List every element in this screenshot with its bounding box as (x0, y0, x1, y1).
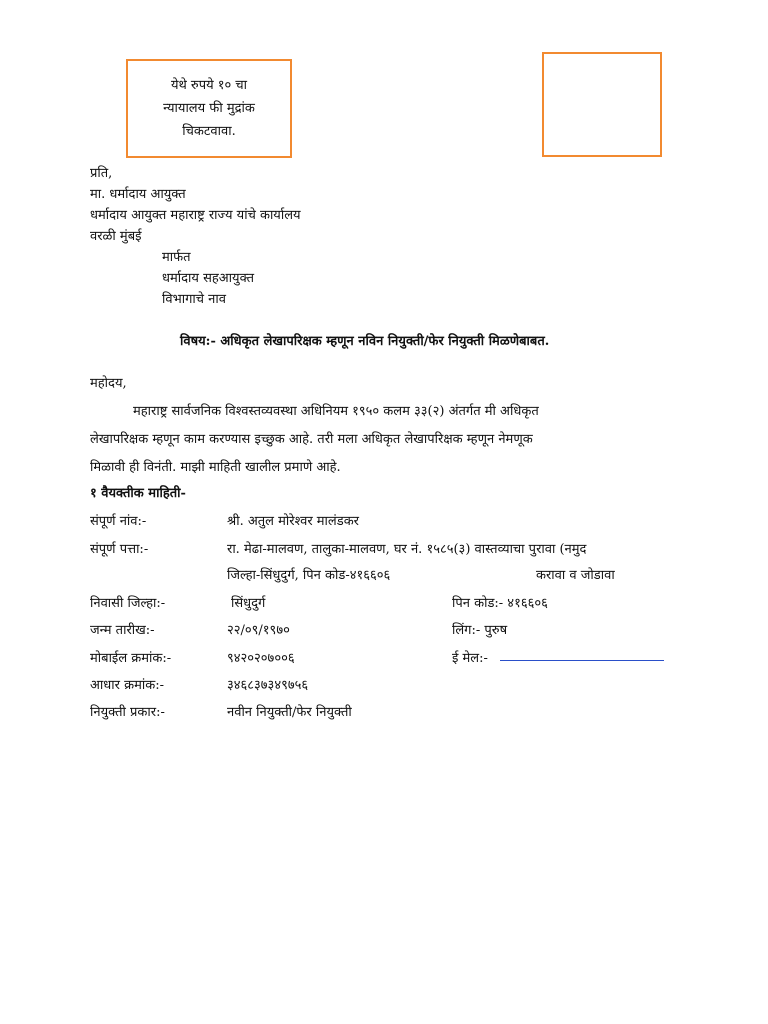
email-blank-line (500, 660, 664, 661)
paragraph-line-3: मिळावी ही विनंती. माझी माहिती खालील प्रमाणे आहे. (90, 460, 341, 475)
stamp-box-line-3: चिकटवावा. (182, 124, 236, 139)
address-label: संपूर्ण पत्ता:- (90, 542, 149, 557)
via-line-3: विभागाचे नाव (162, 292, 226, 307)
via-line-1: मार्फत (162, 250, 191, 265)
appointment-type-value: नवीन नियुक्ती/फेर नियुक्ती (227, 705, 352, 720)
stamp-box-line-1: येथे रुपये १० चा (170, 78, 248, 93)
address-line-2: धर्मादाय आयुक्त महाराष्ट्र राज्य यांचे कार्यालय (90, 208, 301, 223)
dob-label: जन्म तारीख:- (90, 623, 155, 638)
paragraph-line-2: लेखापरिक्षक म्हणून काम करण्यास इच्छुक आहे. तरी मला अधिकृत लेखापरिक्षक म्हणून नेमणूक (90, 432, 533, 447)
dob-value: २२/०९/१९७० (227, 623, 290, 638)
mobile-value: ९४२०२०७००६ (227, 651, 295, 666)
address-value-1: रा. मेढा-मालवण, तालुका-मालवण, घर नं. १५८५(३) वास्तव्याचा पुरावा (नमुद (227, 542, 587, 557)
email-label: ई मेल:- (452, 651, 488, 666)
address-line-3: वरळी मुंबई (90, 229, 142, 244)
mobile-label: मोबाईल क्रमांक:- (90, 651, 172, 666)
address-prati: प्रति, (90, 166, 113, 181)
address-value-2: जिल्हा-सिंधुदुर्ग, पिन कोड-४१६६०६ (227, 568, 391, 583)
salutation: महोदय, (90, 376, 127, 391)
district-label: निवासी जिल्हा:- (90, 596, 166, 611)
paragraph-line-1: महाराष्ट्र सार्वजनिक विश्वस्तव्यवस्था अधिनियम १९५० कलम ३३(२) अंतर्गत मी अधिकृत (133, 404, 539, 419)
court-fee-stamp-box (126, 59, 292, 158)
aadhaar-value: ३४६८३७३४९७५६ (227, 678, 309, 693)
pin-code: पिन कोड:- ४१६६०६ (452, 596, 548, 611)
name-label: संपूर्ण नांव:- (90, 514, 147, 529)
gender: लिंग:- पुरुष (452, 623, 508, 638)
photo-box (542, 52, 662, 157)
subject-line: विषय:- अधिकृत लेखापरिक्षक म्हणून नविन नियुक्ती/फेर नियुक्ती मिळणेबाबत. (180, 334, 550, 349)
appointment-type-label: नियुक्ती प्रकार:- (90, 705, 165, 720)
address-proof-note: करावा व जोडावा (536, 568, 615, 583)
via-line-2: धर्मादाय सहआयुक्त (162, 271, 254, 286)
stamp-box-line-2: न्यायालय फी मुद्रांक (163, 101, 255, 116)
section-heading: १ वैयक्तीक माहिती- (90, 486, 186, 501)
address-line-1: मा. धर्मादाय आयुक्त (90, 187, 186, 202)
aadhaar-label: आधार क्रमांक:- (90, 678, 164, 693)
district-value: सिंधुदुर्ग (231, 596, 266, 611)
name-value: श्री. अतुल मोरेश्वर मालंडकर (227, 514, 359, 529)
